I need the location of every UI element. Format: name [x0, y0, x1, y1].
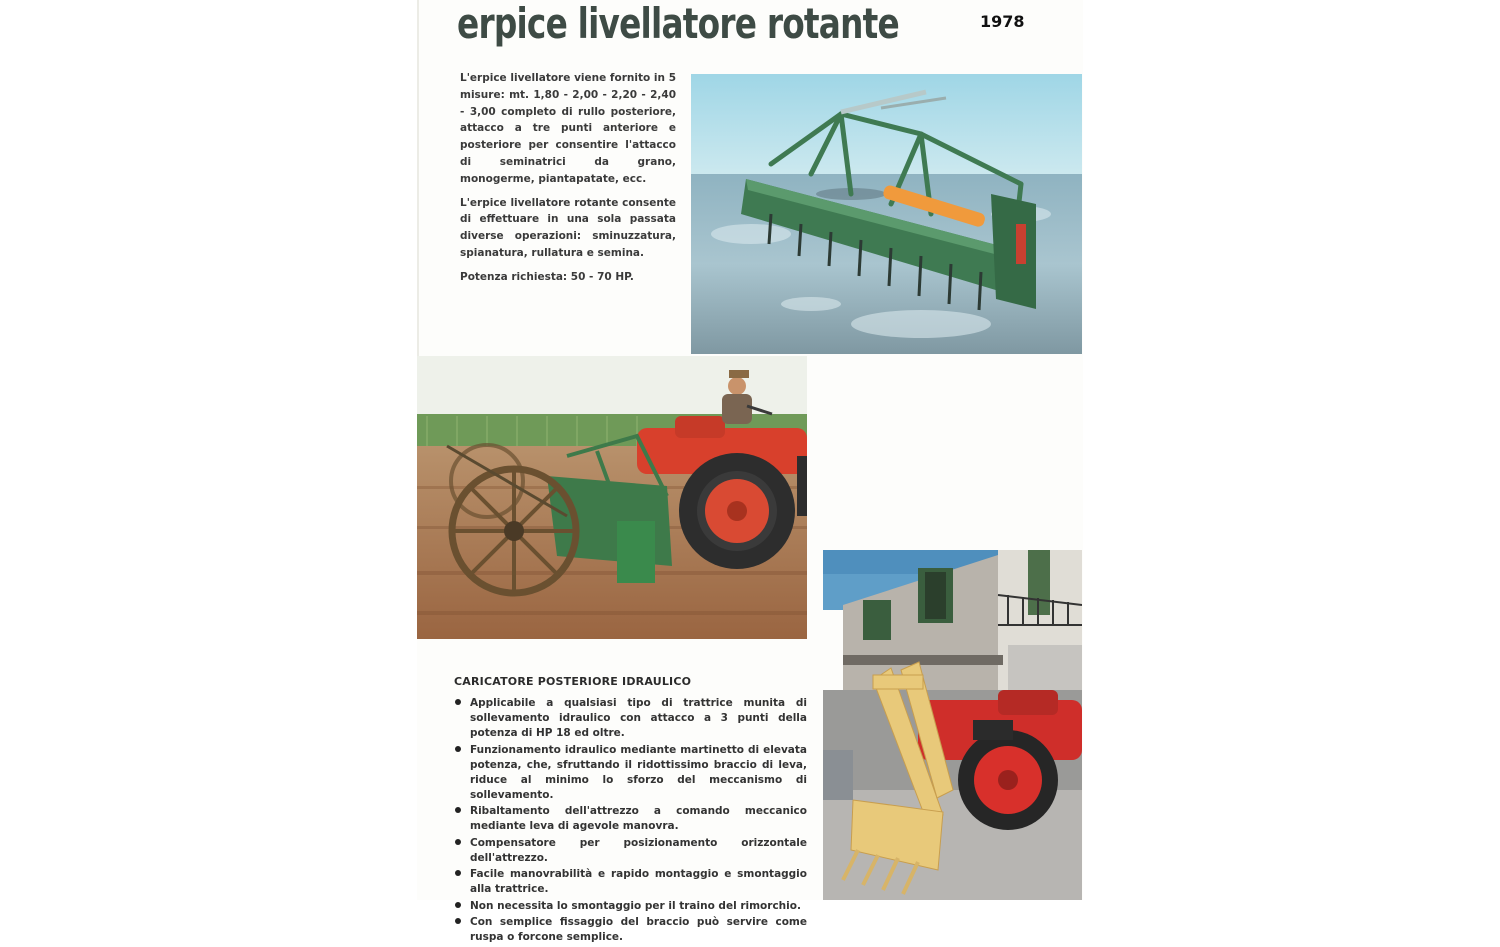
- list-item-text: Compensatore per posizionamento orizzontale dell'attrezzo.: [470, 836, 807, 864]
- list-item-text: Con semplice fissaggio del braccio può servire come ruspa o forcone semplice.: [470, 916, 807, 943]
- photo-tractor-field: [417, 356, 807, 639]
- photo-rear-loader: [823, 550, 1082, 900]
- intro-paragraph-1: L'erpice livellatore viene fornito in 5 misure: mt. 1,80 - 2,00 - 2,20 - 2,40 - 3,00 completo di rullo posteriore, attacco a tre punti anteriore e posteriore per consentire l'attacco di seminatrici da grano, monogerme, piantapatate, ecc.: [460, 72, 676, 185]
- loader-feature-list: [453, 696, 807, 947]
- year-label: 1978: [980, 12, 1025, 31]
- intro-text: [460, 70, 676, 293]
- list-item: [453, 743, 807, 803]
- list-item-text: Applicabile a qualsiasi tipo di trattrice munita di sollevamento idraulico con attacco a 3 punti della potenza di HP 18 ed oltre.: [470, 697, 807, 739]
- intro-paragraph-3: Potenza richiesta: 50 - 70 HP.: [460, 270, 634, 283]
- loader-heading: CARICATORE POSTERIORE IDRAULICO: [454, 675, 692, 688]
- list-item-text: Ribaltamento dell'attrezzo a comando meccanico mediante leva di agevole manovra.: [470, 805, 807, 832]
- bullet-dot-icon: [455, 746, 461, 752]
- bullet-dot-icon: [455, 918, 461, 924]
- list-item: [453, 804, 807, 834]
- page-title: erpice livellatore rotante: [457, 0, 899, 48]
- bullet-dot-icon: [455, 807, 461, 813]
- page-edge: [417, 0, 419, 360]
- list-item: [453, 836, 807, 866]
- list-item-text: Non necessita lo smontaggio per il traino del rimorchio.: [470, 899, 801, 912]
- bullet-dot-icon: [455, 699, 461, 705]
- list-item-text: Facile manovrabilità e rapido montaggio e smontaggio alla trattrice.: [470, 868, 807, 895]
- list-item-text: Funzionamento idraulico mediante martinetto di elevata potenza, che, sfruttando il ridottissimo braccio di leva, riduce al minimo lo sforzo del meccanismo di sollevamento.: [470, 743, 807, 801]
- list-item: [453, 899, 807, 914]
- photo-rotary-harrow: [691, 74, 1082, 354]
- bullet-dot-icon: [455, 902, 461, 908]
- list-item: [453, 867, 807, 897]
- intro-paragraph-2: L'erpice livellatore rotante consente di effettuare in una sola passata diverse operazioni: sminuzzatura, spianatura, rullatura e semina.: [460, 196, 676, 259]
- bullet-dot-icon: [455, 870, 461, 876]
- list-item: [453, 696, 807, 741]
- brochure-page: [417, 0, 1083, 943]
- bullet-dot-icon: [455, 839, 461, 845]
- list-item: [453, 915, 807, 945]
